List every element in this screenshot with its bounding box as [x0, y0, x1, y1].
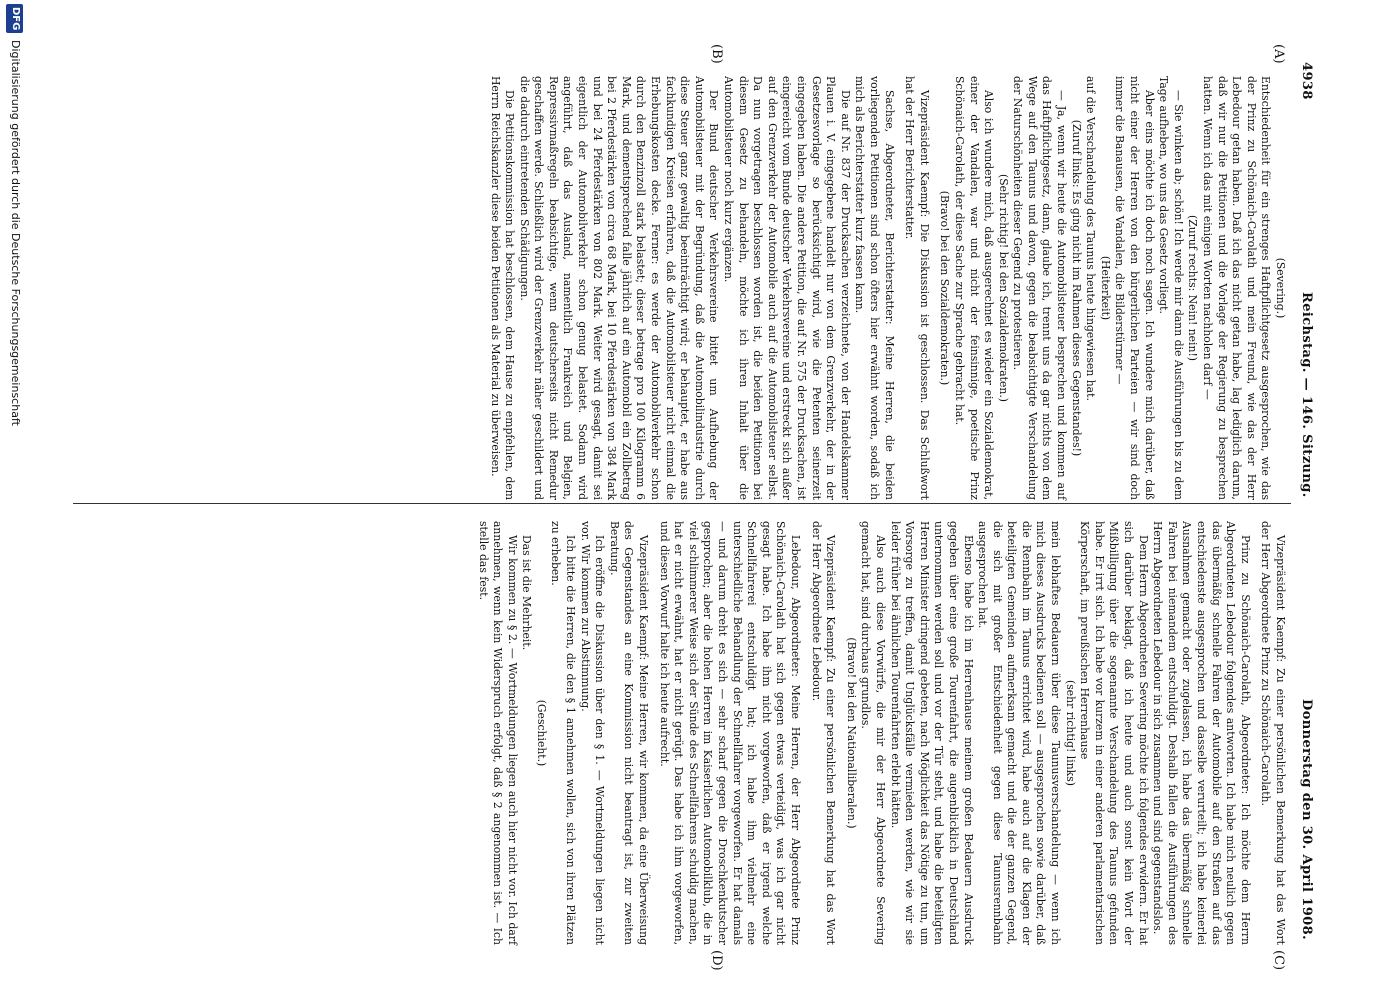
- right-column-paragraph: Ich bitte die Herren, die den § 1 annehmen wollen, sich von ihren Plätzen zu erheben.: [549, 521, 578, 945]
- right-column-paragraph: Vizepräsident Kaempf: Meine Herren, wir kommen, da eine Überweisung des Gegenstandes an eine Kommission nicht beantragt ist, zur zweiten Beratung.: [607, 521, 651, 945]
- left-column-paragraph: (Zuruf links: Es ging nicht im Rahmen dieses Gegenstandes!): [1069, 119, 1083, 457]
- footer: [5, 0, 23, 1000]
- left-column-paragraph: — Sie winken ab; schön! Ich werde mir dann die Ausführungen bis zu dem Tage aufheben, wo uns das Gesetz vorliegt.: [1157, 76, 1185, 500]
- left-column-paragraph: (Sehr richtig! bei den Sozialdemokraten.): [996, 174, 1010, 402]
- margin-mark-c: (C): [1271, 950, 1286, 971]
- left-column-paragraph: — Ja, wenn wir heute die Automobilsteuer besprechen und kommen auf das Haftpflichtgesetz, dann, glaube ich, trennt uns da gar nichts von dem Wege auf den Taunus und davon, gegen die beabsichtigte Verschandelung der Naturschönheiten dieser Gegend zu protestieren.: [1011, 76, 1069, 500]
- right-column-paragraph: (Geschieht.): [534, 699, 548, 767]
- margin-mark-b: (B): [709, 44, 724, 64]
- left-column-paragraph: Die auf Nr. 837 der Drucksachen verzeichnete, von der Handelskammer Plauen i. V. eingegebene handelt nur von dem Grenzverkehr, der in der Gesetzesvorlage so berücksichtigt wird, wie die Petenten seinerzeit eingegeben haben. Die andere Petition, die auf Nr. 575 der Drucksachen, ist eingereicht vom Bunde deutscher Verkehrsvereine und erstreckt sich außer auf den Grenzverkehr der Automobile auch auf die Automobilsteuer selbst. Da nun vorgetragen beschlossen worden ist, die beiden Petitionen bei diesem Gesetz zu behandeln, möchte ich ihren Inhalt über die Automobilsteuer noch kurz ergänzen.: [722, 76, 852, 500]
- left-column-paragraph: Der Bund deutscher Verkehrsvereine bittet um Aufhebung der Automobilsteuer mit der Begründung, daß die Automobilindustrie durch diese Steuer ganz gewaltig beeinträchtigt wird; er behauptet, er habe aus fachkundigen Kreisen erfahren, daß die Automobilsteuer nicht einmal die Erhebungskosten decke. Ferner: es werde der Automobilverkehr schon durch den Benzinzoll stark belastet; dieser betrage pro 100 Kilogramm 6 Mark, und dementsprechend falle jährlich auf ein Automobil ein Zollbetrag bei 2 Pferdestärken von circa 68 Mark, bei 10 Pferdestärken von 384 Mark und bei 24 Pferdestärken von 802 Mark. Weiter wird gesagt, damit sei eigentlich der Automobilverkehr schon genug belastet. Sodann wird angeführt, daß das Ausland, namentlich Frankreich und Belgien, Repressivmaßregeln beabsichtige, wenn deutscherseits nicht Remedur geschaffen werde. Schließlich wird der Grenzverkehr näher geschildert und die dadurch eintretenden Schädigungen.: [517, 76, 721, 500]
- right-column-paragraph: Das ist die Mehrheit.: [520, 535, 534, 651]
- right-column: [475, 521, 1287, 945]
- page-header: [1293, 62, 1313, 940]
- margin-mark-a: (A): [1271, 44, 1286, 64]
- right-column-paragraph: (sehr richtig! links): [1063, 680, 1077, 786]
- right-column-paragraph: Lebedour, Abgeordneter: Meine Herren, der Herr Abgeordnete Prinz Schönaich-Carolath hat sich gegen etwas verteidigt, was ich gar nicht gesagt habe. Ich habe ihm nicht vorgeworfen, daß er irgend welche Schnellfahrerei entschuldigt hat; ich habe ihm vielmehr eine unterschiedliche Behandlung der Schnellfahrer vorgeworfen. Er hat damals — und darum dreht es sich — sehr scharf gegen die Droschkenkutscher gesprochen; aber die hohen Herren im Kaiserlichen Automobilklub, die in viel schlimmerer Weise sich der Sünde des Schnellfahrens schuldig machen, hat er nicht erwähnt, hat er nicht gerügt. Das habe ich ihm vorgeworfen, und diesen Vorwurf halte ich heute aufrecht.: [657, 521, 802, 945]
- session-date: Donnerstag den 30. April 1908.: [1299, 699, 1314, 940]
- page-number: 4938: [1299, 62, 1314, 100]
- left-column-paragraph: Die Petitionskommission hat beschlossen, dem Hause zu empfehlen, dem Herrn Reichskanzler diese beiden Petitionen als Material zu überweisen.: [488, 76, 517, 500]
- left-column-paragraph: Also ich wundere mich, daß ausgerechnet es wieder ein Sozialdemokrat, einer der Vandalen, war und nicht der feinsinnige, poetische Prinz Schönaich-Carolath, der diese Sache zur Sprache gebracht hat.: [952, 76, 996, 500]
- left-column-paragraph: (Bravo! bei den Sozialdemokraten.): [938, 190, 952, 386]
- right-column-paragraph: Also auch diese Vorwürfe, die mir der Herr Abgeordnete Severing gemacht hat, sind durchaus grundlos.: [859, 521, 887, 945]
- right-column-paragraph: Prinz zu Schönaich-Carolath, Abgeordneter: Ich möchte dem Herrn Abgeordneten Lebedour folgendes antworten. Ich habe mich neulich gegen das übermäßig schnelle Fahren der Automobile auf den Straßen auf das entschiedenste ausgesprochen und dasselbe verurteilt; ich habe keinerlei Ausnahmen gemacht oder zugelassen, ich habe das übermäßig schnelle Fahren bei niemandem entschuldigt. Deshalb fallen die Ausführungen des Herrn Abgeordneten Lebedour in sich zusammen und sind gegenstandslos.: [1151, 521, 1252, 945]
- right-column-paragraph: Vizepräsident Kaempf: Zu einer persönlichen Bemerkung hat das Wort der Herr Abgeordnete Lebedour.: [809, 521, 838, 945]
- left-column-paragraph: Vizepräsident Kaempf: Die Diskussion ist geschlossen. Das Schlußwort hat der Herr Berichterstatter.: [903, 76, 931, 500]
- left-column-paragraph: (Heiterkeit): [1098, 255, 1112, 321]
- left-column-paragraph: auf die Verschandelung des Taunus heute hingewiesen hat.: [1084, 76, 1098, 401]
- left-column: [487, 76, 1287, 500]
- funding-note: Digitalisierung gefördert durch die Deutsche Forschungsgemeinschaft: [9, 40, 22, 426]
- left-column-paragraph: Entschiedenheit für ein strenges Haftpflichtgesetz ausgesprochen, wie das der Prinz zu Schönaich-Carolath und mein Freund, wie das der Herr Lebedour getan haben. Daß ich das nicht getan habe, lag lediglich darum, daß wir nur die Petitionen und die Vorlage der Regierung zu besprechen hatten. Wenn ich das mit einigen Worten nachholen darf —: [1201, 76, 1273, 500]
- running-title: Reichstag. — 146. Sitzung.: [1299, 292, 1314, 498]
- right-column-paragraph: Dem Herrn Abgeordneten Severing möchte ich folgendes erwidern. Er hat sich darüber beklagt, daß ich heute und auch sonst kein Wort der Mißbilligung über die sogenannte Verschandelung des Taunus gefunden habe. Er irrt sich. Ich habe vor kurzem in einer anderen parlamentarischen Körperschaft, im preußischen Herrenhause: [1078, 521, 1150, 945]
- right-column-paragraph: Wir kommen zu § 2. — Wortmeldungen liegen auch hier nicht vor. Ich darf annehmen, wenn kein Widerspruch erfolgt, daß § 2 angenommen ist. — Ich stelle das fest.: [476, 521, 519, 945]
- left-column-paragraph: (Zuruf rechts: Nein! nein!): [1186, 214, 1200, 362]
- right-column-paragraph: Ich eröffne die Diskussion über den § 1. — Wortmeldungen liegen nicht vor. Wir kommen zur Abstimmung.: [578, 521, 607, 945]
- left-column-paragraph: Aber eins möchte ich doch noch sagen. Ich wundere mich darüber, daß nicht einer der Herren von den bürgerlichen Parteien — wir sind doch immer die Banausen, die Vandalen, die Bilderstürmer —: [1113, 76, 1156, 500]
- right-column-paragraph: Vizepräsident Kaempf: Zu einer persönlichen Bemerkung hat das Wort der Herr Abgeordnete Prinz zu Schönaich-Carolath.: [1259, 521, 1287, 945]
- dfg-logo: DFG: [6, 4, 23, 33]
- left-column-paragraph: (Severing.): [1274, 257, 1287, 319]
- column-divider: [73, 503, 1291, 504]
- left-column-paragraph: Sachse, Abgeordneter, Berichterstatter: Meine Herren, die beiden vorliegenden Petitionen sind schon öfters hier erwähnt worden, sodaß ich mich als Berichterstatter kurz fassen kann.: [853, 76, 896, 500]
- margin-mark-d: (D): [709, 950, 724, 971]
- right-column-paragraph: (Bravo! bei den Nationalliberalen.): [844, 637, 858, 829]
- right-column-paragraph: mein lebhaftes Bedauern über diese Taunusverschandelung — wenn ich mich dieses Ausdrucks bedienen soll — ausgesprochen sowie darüber, daß die Rennbahn im Taunus errichtet wird, habe auch auf die Klagen der beteiligten Gemeinden aufmerksam gemacht und die der ganzen Gegend, die sich mit großer Entschiedenheit gegen diese Taunusrennbahn ausgesprochen hat.: [976, 521, 1063, 945]
- right-column-paragraph: Ebenso habe ich im Herrenhause meinem großen Bedauern Ausdruck gegeben über eine große Tourenfahrt, die augenblicklich in Deutschland unternommen werden soll und vor der Tür steht, und habe die beteiligten Herren Minister dringend gebeten, nach Möglichkeit das Nötige zu tun, um Vorsorge zu treffen, damit Unglücksfälle vermieden werden, wie wir sie leider früher bei ähnlichen Tourenfahrten erlebt hätten.: [888, 521, 975, 945]
